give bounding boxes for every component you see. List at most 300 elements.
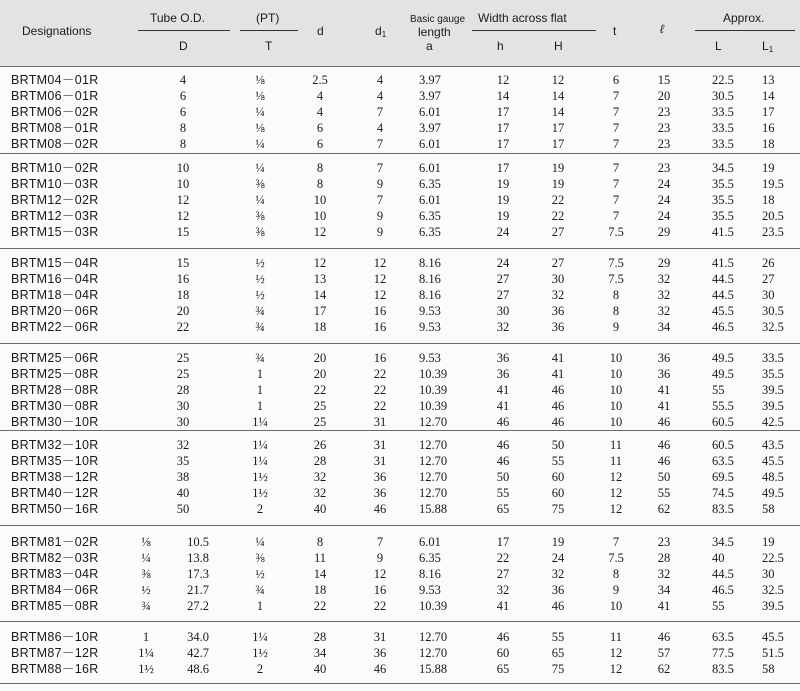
cell-L: 33.5 <box>712 105 734 119</box>
header-L: L <box>715 39 722 53</box>
cell-d: 10 <box>313 193 327 207</box>
cell-T: ¾ <box>255 304 265 318</box>
cell-L1: 39.5 <box>762 399 784 413</box>
cell-t: 7 <box>612 121 620 135</box>
designation-cell: BRTM12－03R <box>11 209 99 223</box>
cell-d1: 4 <box>376 89 384 103</box>
designation-cell: BRTM25－08R <box>11 367 99 381</box>
table-row <box>0 160 800 176</box>
cell-d1: 4 <box>376 73 384 87</box>
cell-T: 1¼ <box>252 438 268 452</box>
cell-L1: 19 <box>762 535 775 549</box>
designation-cell: BRTM28－08R <box>11 383 99 397</box>
tube-od-nominal-cell: 1½ <box>138 662 154 676</box>
group-separator <box>0 153 800 154</box>
cell-d1: 22 <box>373 599 387 613</box>
cell-l: 50 <box>657 470 671 484</box>
cell-L1: 19.5 <box>762 177 784 191</box>
cell-l: 32 <box>657 272 671 286</box>
cell-T: ⅛ <box>255 121 265 135</box>
cell-t: 10 <box>609 415 623 429</box>
group-separator <box>0 343 800 344</box>
cell-L: 45.5 <box>712 304 734 318</box>
table-row <box>0 661 800 677</box>
cell-d1: 9 <box>376 177 384 191</box>
cell-L1: 49.5 <box>762 486 784 500</box>
cell-d: 28 <box>313 630 327 644</box>
cell-L1: 58 <box>762 502 775 516</box>
header-tube-od-symbol: D <box>179 39 188 53</box>
table-row <box>0 453 800 469</box>
cell-l: 15 <box>657 73 671 87</box>
cell-h: 19 <box>496 209 510 223</box>
cell-L: 35.5 <box>712 193 734 207</box>
cell-a: 9.53 <box>419 583 441 597</box>
cell-D: 15 <box>176 225 190 239</box>
cell-l: 29 <box>657 225 671 239</box>
cell-a: 6.01 <box>419 193 441 207</box>
header-length: length <box>418 25 451 39</box>
header-approx-rule <box>695 30 795 31</box>
cell-H: 50 <box>551 438 565 452</box>
table-row <box>0 645 800 661</box>
cell-T: ¼ <box>255 161 265 175</box>
cell-L1: 23.5 <box>762 225 784 239</box>
table-row <box>0 72 800 88</box>
cell-T: ⅛ <box>255 73 265 87</box>
cell-L1: 32.5 <box>762 320 784 334</box>
cell-H: 19 <box>551 535 565 549</box>
header-ell: ℓ <box>660 22 664 36</box>
cell-a: 6.35 <box>419 209 441 223</box>
cell-D: 6 <box>179 105 187 119</box>
table-header <box>0 0 800 66</box>
cell-d: 14 <box>313 288 327 302</box>
cell-H: 46 <box>551 383 565 397</box>
cell-D: 18 <box>176 288 190 302</box>
cell-H: 60 <box>551 470 565 484</box>
cell-t: 7.5 <box>608 551 624 565</box>
cell-h: 17 <box>496 161 510 175</box>
cell-a: 8.16 <box>419 272 441 286</box>
designation-cell: BRTM38－12R <box>11 470 99 484</box>
cell-T: ¼ <box>255 137 265 151</box>
cell-l: 36 <box>657 351 671 365</box>
cell-d1: 46 <box>373 502 387 516</box>
cell-d1: 16 <box>373 304 387 318</box>
table-row <box>0 319 800 335</box>
cell-D: 30 <box>176 415 190 429</box>
table-row <box>0 598 800 614</box>
header-tube-od: Tube O.D. <box>150 11 205 25</box>
designation-cell: BRTM25－06R <box>11 351 99 365</box>
cell-L1: 42.5 <box>762 415 784 429</box>
designation-cell: BRTM87－12R <box>11 646 99 660</box>
cell-t: 8 <box>612 304 620 318</box>
cell-T: 1½ <box>252 486 268 500</box>
cell-d: 40 <box>313 662 327 676</box>
cell-d1: 12 <box>373 272 387 286</box>
cell-L: 30.5 <box>712 89 734 103</box>
cell-d1: 7 <box>376 535 384 549</box>
cell-H: 14 <box>551 89 565 103</box>
cell-h: 65 <box>496 662 510 676</box>
cell-T: ¼ <box>255 193 265 207</box>
cell-L: 35.5 <box>712 177 734 191</box>
cell-d: 8 <box>316 161 324 175</box>
group-separator <box>0 430 800 431</box>
cell-t: 7.5 <box>608 256 624 270</box>
cell-d: 14 <box>313 567 327 581</box>
header-d: d <box>317 24 324 38</box>
cell-d1: 22 <box>373 367 387 381</box>
cell-D: 25 <box>176 351 190 365</box>
table-row <box>0 366 800 382</box>
cell-h: 46 <box>496 438 510 452</box>
cell-d1: 31 <box>373 415 387 429</box>
cell-D: 20 <box>176 304 190 318</box>
cell-h: 32 <box>496 583 510 597</box>
cell-L: 77.5 <box>712 646 734 660</box>
cell-H: 75 <box>551 662 565 676</box>
cell-d: 2.5 <box>312 73 328 87</box>
cell-L1: 30 <box>762 567 775 581</box>
cell-T: 1 <box>256 383 264 397</box>
cell-l: 29 <box>657 256 671 270</box>
cell-L1: 33.5 <box>762 351 784 365</box>
cell-L1: 17 <box>762 105 775 119</box>
cell-l: 55 <box>657 486 671 500</box>
cell-d: 26 <box>313 438 327 452</box>
cell-T: 1¼ <box>252 630 268 644</box>
cell-t: 11 <box>609 438 623 452</box>
group-separator <box>0 621 800 622</box>
cell-a: 6.01 <box>419 535 441 549</box>
cell-L1: 27 <box>762 272 775 286</box>
group-separator <box>0 525 800 526</box>
cell-l: 46 <box>657 454 671 468</box>
cell-t: 11 <box>609 454 623 468</box>
cell-d1: 12 <box>373 567 387 581</box>
designation-cell: BRTM06－02R <box>11 105 99 119</box>
header-width-rule <box>472 30 596 31</box>
cell-H: 30 <box>551 272 565 286</box>
cell-L1: 51.5 <box>762 646 784 660</box>
tube-od-metric-cell: 48.6 <box>187 662 209 676</box>
cell-h: 41 <box>496 399 510 413</box>
header-width-across-flat: Width across flat <box>478 11 567 25</box>
cell-D: 16 <box>176 272 190 286</box>
cell-a: 15.88 <box>419 502 448 516</box>
table-row <box>0 398 800 414</box>
cell-L1: 43.5 <box>762 438 784 452</box>
cell-d1: 7 <box>376 193 384 207</box>
cell-L: 34.5 <box>712 535 734 549</box>
designation-cell: BRTM83－04R <box>11 567 99 581</box>
table-row <box>0 414 800 430</box>
cell-T: ½ <box>255 288 265 302</box>
tube-od-nominal-cell: ⅜ <box>141 567 151 581</box>
cell-T: 1¼ <box>252 454 268 468</box>
cell-a: 3.97 <box>419 121 441 135</box>
cell-l: 23 <box>657 137 671 151</box>
table-row <box>0 136 800 152</box>
cell-L: 22.5 <box>712 73 734 87</box>
cell-H: 22 <box>551 193 565 207</box>
cell-t: 8 <box>612 567 620 581</box>
cell-t: 10 <box>609 351 623 365</box>
designation-cell: BRTM50－16R <box>11 502 99 516</box>
cell-D: 22 <box>176 320 190 334</box>
cell-h: 27 <box>496 288 510 302</box>
cell-t: 7.5 <box>608 272 624 286</box>
table-row <box>0 224 800 240</box>
cell-T: ¾ <box>255 351 265 365</box>
header-L1-subscript: 1 <box>768 45 774 54</box>
cell-h: 17 <box>496 105 510 119</box>
cell-D: 8 <box>179 137 187 151</box>
tube-od-metric-cell: 10.5 <box>187 535 209 549</box>
cell-L1: 58 <box>762 662 775 676</box>
cell-l: 20 <box>657 89 671 103</box>
cell-a: 6.01 <box>419 161 441 175</box>
cell-t: 12 <box>609 470 623 484</box>
cell-T: ⅜ <box>255 225 265 239</box>
cell-t: 7 <box>612 177 620 191</box>
cell-T: ½ <box>255 272 265 286</box>
cell-t: 7 <box>612 137 620 151</box>
cell-a: 12.70 <box>419 486 448 500</box>
cell-l: 62 <box>657 662 671 676</box>
cell-d1: 16 <box>373 583 387 597</box>
tube-od-nominal-cell: ½ <box>141 583 151 597</box>
table-row <box>0 287 800 303</box>
designation-cell: BRTM20－06R <box>11 304 99 318</box>
cell-h: 27 <box>496 272 510 286</box>
cell-a: 10.39 <box>419 399 448 413</box>
cell-H: 22 <box>551 209 565 223</box>
cell-a: 12.70 <box>419 454 448 468</box>
cell-L: 55 <box>712 599 725 613</box>
cell-T: 2 <box>256 662 264 676</box>
designation-cell: BRTM84－06R <box>11 583 99 597</box>
cell-L1: 26 <box>762 256 775 270</box>
table-row <box>0 104 800 120</box>
cell-a: 8.16 <box>419 567 441 581</box>
cell-h: 41 <box>496 383 510 397</box>
cell-l: 23 <box>657 535 671 549</box>
cell-t: 7 <box>612 209 620 223</box>
cell-d1: 16 <box>373 320 387 334</box>
table-row <box>0 629 800 645</box>
cell-D: 15 <box>176 256 190 270</box>
cell-h: 60 <box>496 646 510 660</box>
cell-H: 19 <box>551 161 565 175</box>
header-L1 <box>762 40 773 56</box>
cell-L1: 16 <box>762 121 775 135</box>
cell-l: 24 <box>657 193 671 207</box>
cell-T: ⅜ <box>255 209 265 223</box>
designation-cell: BRTM35－10R <box>11 454 99 468</box>
cell-L: 69.5 <box>712 470 734 484</box>
cell-L: 63.5 <box>712 630 734 644</box>
cell-d: 4 <box>316 105 324 119</box>
cell-t: 7 <box>612 535 620 549</box>
designation-cell: BRTM85－08R <box>11 599 99 613</box>
cell-H: 46 <box>551 415 565 429</box>
cell-d: 13 <box>313 272 327 286</box>
cell-d1: 12 <box>373 288 387 302</box>
cell-L1: 48.5 <box>762 470 784 484</box>
cell-H: 19 <box>551 177 565 191</box>
cell-H: 32 <box>551 567 565 581</box>
cell-T: ⅜ <box>255 551 265 565</box>
cell-t: 12 <box>609 502 623 516</box>
cell-D: 32 <box>176 438 190 452</box>
cell-a: 12.70 <box>419 630 448 644</box>
cell-h: 36 <box>496 351 510 365</box>
cell-t: 12 <box>609 486 623 500</box>
cell-t: 12 <box>609 662 623 676</box>
cell-T: 1¼ <box>252 415 268 429</box>
cell-a: 10.39 <box>419 367 448 381</box>
cell-t: 11 <box>609 630 623 644</box>
header-approx: Approx. <box>723 11 765 25</box>
designation-cell: BRTM10－03R <box>11 177 99 191</box>
cell-h: 41 <box>496 599 510 613</box>
table-row <box>0 271 800 287</box>
cell-h: 46 <box>496 454 510 468</box>
header-t: t <box>613 24 617 38</box>
cell-L: 83.5 <box>712 502 734 516</box>
cell-D: 40 <box>176 486 190 500</box>
cell-d1: 36 <box>373 646 387 660</box>
cell-t: 7 <box>612 105 620 119</box>
cell-d: 8 <box>316 177 324 191</box>
designation-cell: BRTM82－03R <box>11 551 99 565</box>
cell-H: 27 <box>551 225 565 239</box>
cell-a: 3.97 <box>419 73 441 87</box>
group-separator <box>0 248 800 249</box>
cell-l: 28 <box>657 551 671 565</box>
cell-D: 50 <box>176 502 190 516</box>
cell-a: 10.39 <box>419 599 448 613</box>
cell-t: 7.5 <box>608 225 624 239</box>
cell-L: 40 <box>712 551 725 565</box>
header-d1 <box>375 25 386 41</box>
cell-d1: 36 <box>373 486 387 500</box>
cell-H: 41 <box>551 367 565 381</box>
cell-L: 49.5 <box>712 351 734 365</box>
cell-h: 12 <box>496 73 510 87</box>
cell-L: 60.5 <box>712 438 734 452</box>
table-row <box>0 350 800 366</box>
cell-L1: 32.5 <box>762 583 784 597</box>
cell-l: 41 <box>657 383 671 397</box>
designation-cell: BRTM18－04R <box>11 288 99 302</box>
cell-d: 32 <box>313 486 327 500</box>
cell-t: 9 <box>612 583 620 597</box>
cell-d: 32 <box>313 470 327 484</box>
table-row <box>0 469 800 485</box>
cell-d1: 9 <box>376 225 384 239</box>
cell-d: 25 <box>313 399 327 413</box>
designation-cell: BRTM32－10R <box>11 438 99 452</box>
designation-cell: BRTM04－01R <box>11 73 99 87</box>
cell-t: 8 <box>612 288 620 302</box>
cell-l: 32 <box>657 288 671 302</box>
cell-L: 44.5 <box>712 567 734 581</box>
cell-d: 11 <box>313 551 327 565</box>
cell-L1: 45.5 <box>762 630 784 644</box>
cell-L: 60.5 <box>712 415 734 429</box>
cell-d: 6 <box>316 121 324 135</box>
cell-a: 9.53 <box>419 351 441 365</box>
cell-D: 8 <box>179 121 187 135</box>
designation-cell: BRTM86－10R <box>11 630 99 644</box>
cell-l: 32 <box>657 304 671 318</box>
cell-t: 7 <box>612 193 620 207</box>
designation-cell: BRTM81－02R <box>11 535 99 549</box>
header-h: h <box>497 39 504 53</box>
cell-a: 12.70 <box>419 646 448 660</box>
table-row <box>0 88 800 104</box>
cell-H: 55 <box>551 630 565 644</box>
cell-d1: 31 <box>373 438 387 452</box>
cell-D: 25 <box>176 367 190 381</box>
designation-cell: BRTM30－10R <box>11 415 99 429</box>
cell-L: 44.5 <box>712 288 734 302</box>
cell-a: 12.70 <box>419 470 448 484</box>
table-row <box>0 437 800 453</box>
cell-d: 17 <box>313 304 327 318</box>
cell-l: 23 <box>657 161 671 175</box>
cell-d1: 7 <box>376 137 384 151</box>
cell-h: 14 <box>496 89 510 103</box>
cell-d: 40 <box>313 502 327 516</box>
cell-t: 10 <box>609 383 623 397</box>
tube-od-metric-cell: 21.7 <box>187 583 209 597</box>
table-row <box>0 566 800 582</box>
cell-d1: 36 <box>373 470 387 484</box>
cell-d: 20 <box>313 351 327 365</box>
cell-d: 22 <box>313 599 327 613</box>
cell-l: 62 <box>657 502 671 516</box>
cell-H: 55 <box>551 454 565 468</box>
cell-D: 28 <box>176 383 190 397</box>
cell-a: 8.16 <box>419 256 441 270</box>
table-row <box>0 550 800 566</box>
cell-L1: 39.5 <box>762 599 784 613</box>
cell-T: ¾ <box>255 320 265 334</box>
cell-d1: 31 <box>373 454 387 468</box>
cell-L: 46.5 <box>712 583 734 597</box>
designation-cell: BRTM30－08R <box>11 399 99 413</box>
designation-cell: BRTM40－12R <box>11 486 99 500</box>
cell-h: 46 <box>496 415 510 429</box>
cell-T: ½ <box>255 256 265 270</box>
cell-a: 9.53 <box>419 320 441 334</box>
cell-L: 63.5 <box>712 454 734 468</box>
header-pt-rule <box>240 30 298 31</box>
cell-l: 24 <box>657 209 671 223</box>
cell-a: 6.35 <box>419 177 441 191</box>
cell-D: 38 <box>176 470 190 484</box>
cell-D: 4 <box>179 73 187 87</box>
tube-od-nominal-cell: ⅛ <box>141 535 151 549</box>
cell-h: 50 <box>496 470 510 484</box>
cell-h: 19 <box>496 177 510 191</box>
